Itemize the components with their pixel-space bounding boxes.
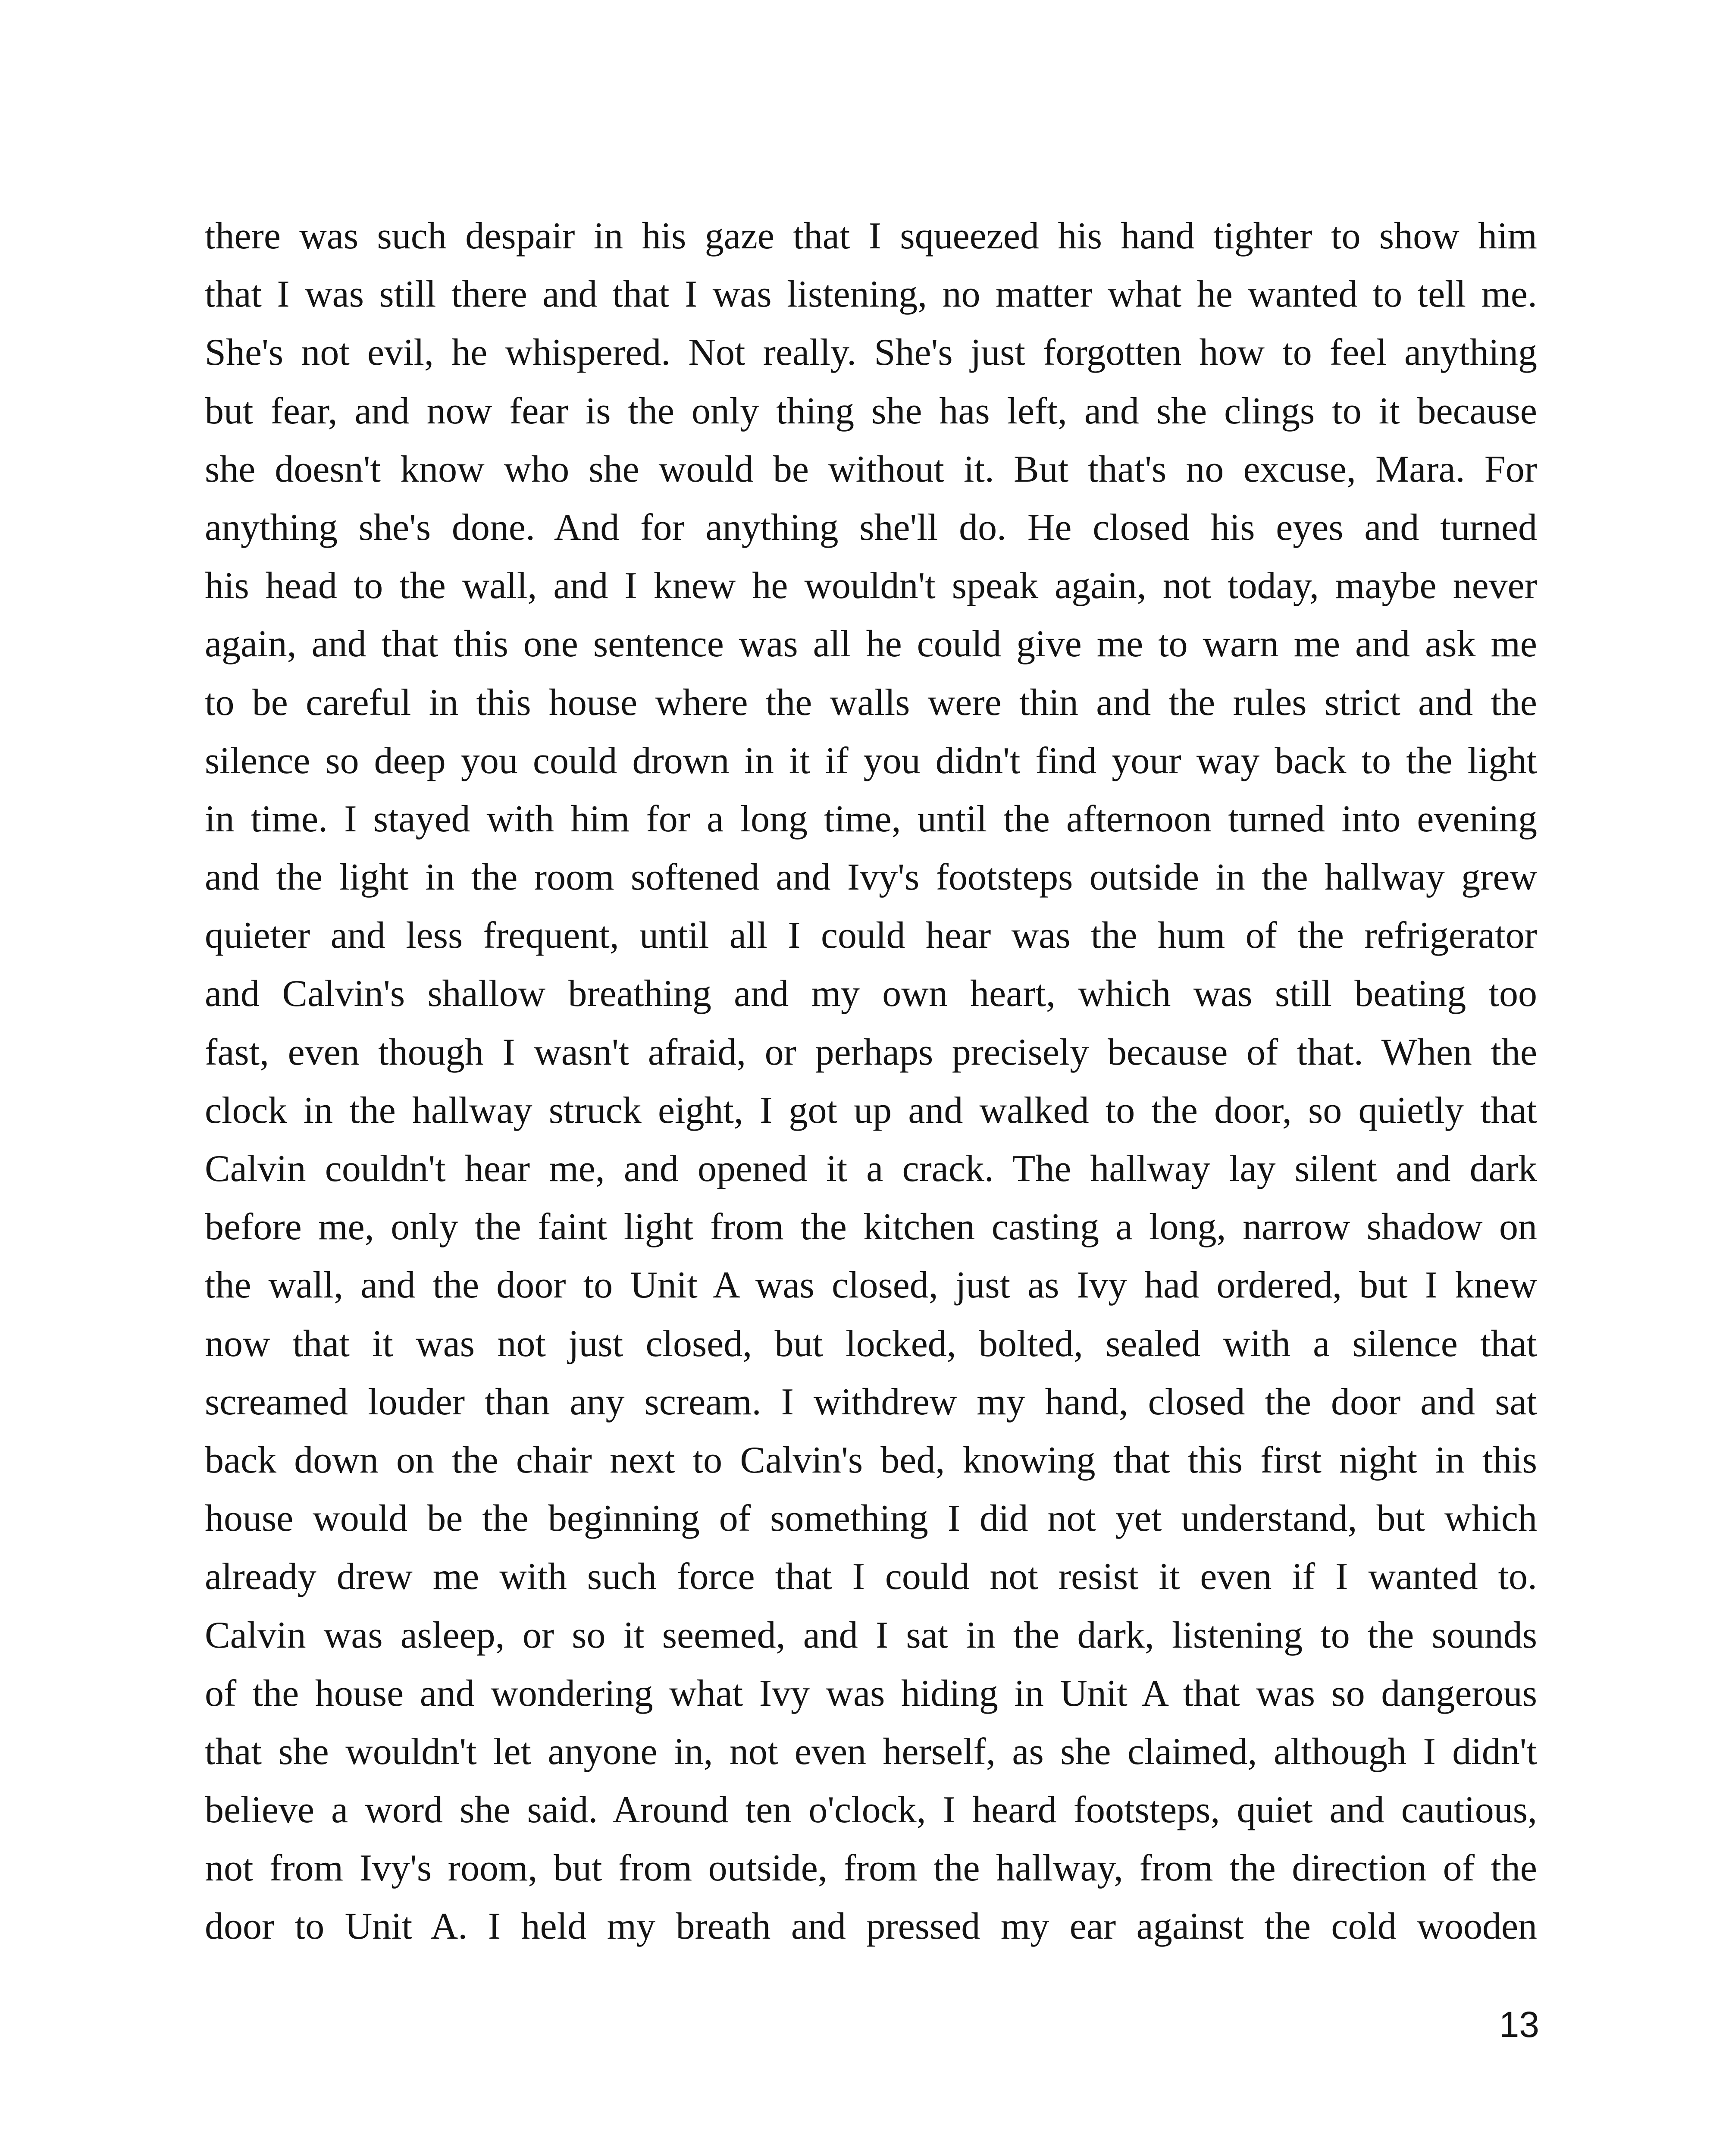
text-line-28: believe a word she said. Around ten o'clock, I heard footsteps, quiet and cautious, [205,1789,1537,1831]
text-line-4: but fear, and now fear is the only thing she has left, and she clings to it because [205,390,1537,432]
text-line-21: screamed louder than any scream. I withdrew my hand, closed the door and sat [205,1381,1537,1423]
text-line-25: Calvin was asleep, or so it seemed, and I sat in the dark, listening to the sounds [205,1614,1537,1656]
text-line-3: She's not evil, he whispered. Not really. She's just forgotten how to feel anything [205,332,1537,374]
text-line-5: she doesn't know who she would be without it. But that's no excuse, Mara. For [205,448,1537,490]
text-line-11: in time. I stayed with him for a long time, until the afternoon turned into evening [205,798,1537,840]
text-line-26: of the house and wondering what Ivy was hiding in Unit A that was so dangerous [205,1672,1537,1714]
text-line-18: before me, only the faint light from the kitchen casting a long, narrow shadow on [205,1206,1537,1248]
text-line-29: not from Ivy's room, but from outside, from the hallway, from the direction of the [205,1847,1537,1890]
page-number: 13 [1499,2004,1539,2045]
text-line-20: now that it was not just closed, but locked, bolted, sealed with a silence that [205,1322,1537,1365]
text-line-8: again, and that this one sentence was all he could give me to warn me and ask me [205,623,1537,665]
text-line-22: back down on the chair next to Calvin's bed, knowing that this first night in this [205,1439,1537,1481]
text-line-9: to be careful in this house where the walls were thin and the rules strict and the [205,681,1537,724]
text-line-7: his head to the wall, and I knew he wouldn't speak again, not today, maybe never [205,565,1537,607]
text-line-6: anything she's done. And for anything she'll do. He closed his eyes and turned [205,506,1537,548]
text-line-10: silence so deep you could drown in it if you didn't find your way back to the light [205,740,1537,782]
text-line-13: quieter and less frequent, until all I could hear was the hum of the refrigerator [205,915,1537,957]
text-line-17: Calvin couldn't hear me, and opened it a crack. The hallway lay silent and dark [205,1148,1537,1190]
text-line-14: and Calvin's shallow breathing and my own heart, which was still beating too [205,973,1537,1015]
text-line-19: the wall, and the door to Unit A was closed, just as Ivy had ordered, but I knew [205,1264,1537,1307]
text-line-16: clock in the hallway struck eight, I got up and walked to the door, so quietly that [205,1089,1537,1131]
text-line-12: and the light in the room softened and Ivy's footsteps outside in the hallway grew [205,856,1537,899]
text-line-24: already drew me with such force that I could not resist it even if I wanted to. [205,1556,1537,1598]
text-line-30: door to Unit A. I held my breath and pressed my ear against the cold wooden [205,1905,1537,1948]
text-line-27: that she wouldn't let anyone in, not even herself, as she claimed, although I didn't [205,1730,1537,1773]
text-line-1: there was such despair in his gaze that I squeezed his hand tighter to show him [205,215,1537,257]
body-text [205,207,1537,1956]
text-line-23: house would be the beginning of something I did not yet understand, but which [205,1498,1537,1540]
text-line-15: fast, even though I wasn't afraid, or perhaps precisely because of that. When the [205,1031,1537,1073]
text-line-2: that I was still there and that I was listening, no matter what he wanted to tell me. [205,273,1537,316]
